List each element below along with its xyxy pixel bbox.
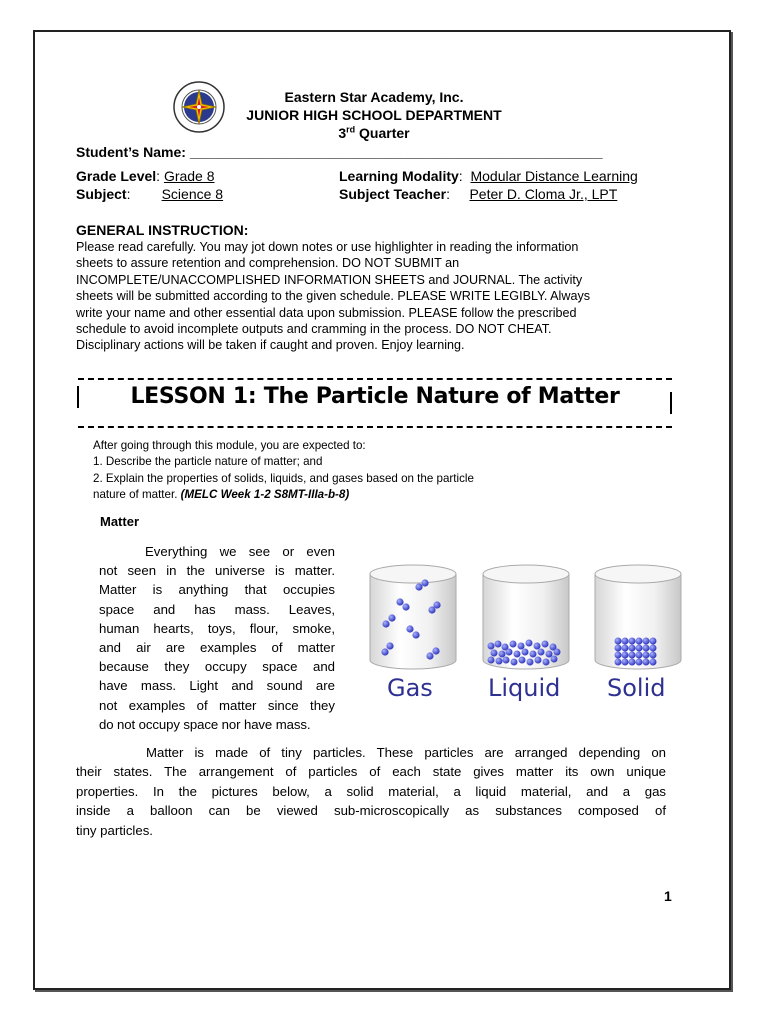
paragraph-line: their states. The arrangement of particles of each state gives matter its own unique: [76, 764, 666, 780]
liquid-beaker-icon: [483, 565, 569, 669]
objective-item-2: 2. Explain the properties of solids, liquids, and gases based on the particle: [93, 471, 474, 485]
student-name-blank[interactable]: _____________________________________________________: [189, 144, 603, 160]
matter-line: and air are examples of matter: [99, 640, 335, 656]
paragraph-line: Matter is made of tiny particles. These particles are arranged depending on: [146, 745, 666, 760]
grade-level-field: Grade Level: Grade 8: [76, 168, 215, 184]
matter-line: Matter is anything that occupies: [99, 582, 335, 598]
grade-level-value: Grade 8: [163, 168, 215, 184]
instruction-line: schedule to avoid incomplete outputs and cramming in the process. DO NOT CHEAT.: [76, 322, 552, 337]
general-instruction-heading: GENERAL INSTRUCTION:: [76, 222, 249, 238]
instruction-line: Please read carefully. You may jot down notes or use highlighter in reading the information: [76, 240, 579, 254]
subject-teacher-field: Subject Teacher: Peter D. Cloma Jr., LPT: [339, 186, 618, 202]
learning-modality-label: Learning Modality: [339, 168, 459, 184]
department-name: JUNIOR HIGH SCHOOL DEPARTMENT: [246, 107, 502, 123]
matter-line: Everything we see or even: [145, 544, 335, 559]
states-of-matter-figure: [364, 562, 684, 676]
gas-beaker-icon: [370, 565, 456, 669]
paragraph-line: tiny particles.: [76, 822, 153, 838]
melc-code: (MELC Week 1-2 S8MT-IIIa-b-8): [180, 487, 350, 501]
instruction-line: INCOMPLETE/UNACCOMPLISHED INFORMATION SHEETS and JOURNAL. The activity: [76, 272, 583, 287]
school-name: Eastern Star Academy, Inc.: [284, 89, 464, 105]
subject-label: Subject: [76, 186, 127, 202]
subject-teacher-label: Subject Teacher: [339, 186, 447, 202]
matter-line: because they occupy space and: [99, 659, 335, 675]
subject-field: Subject: Science 8: [76, 186, 224, 202]
matter-paragraph: [99, 542, 335, 734]
solid-beaker-icon: [595, 565, 681, 669]
learning-modality-field: Learning Modality: Modular Distance Learning: [339, 168, 638, 184]
objective-item-1: 1. Describe the particle nature of matter; and: [93, 455, 323, 469]
quarter-label: [200, 124, 548, 142]
quarter-suffix: rd: [346, 124, 356, 135]
matter-line: have mass. Light and sound are: [99, 678, 335, 694]
solid-caption: Solid: [607, 674, 666, 702]
learning-modality-value: Modular Distance Learning: [470, 168, 638, 184]
instruction-line: sheets to assure retention and comprehension. DO NOT SUBMIT an: [76, 256, 460, 271]
liquid-caption: Liquid: [488, 674, 561, 702]
instruction-line: write your name and other essential data upon submission. PLEASE follow the prescribed: [76, 305, 577, 320]
gas-caption: Gas: [387, 674, 433, 702]
matter-line: not seen in the universe is matter.: [99, 563, 335, 579]
grade-level-label: Grade Level: [76, 168, 157, 184]
paragraph-line: inside a balloon can be viewed sub-microscopically as substances composed of: [76, 803, 666, 819]
instruction-line: sheets will be submitted according to the given schedule. PLEASE WRITE LEGIBLY. Always: [76, 289, 591, 304]
instruction-line: Disciplinary actions will be taken if caught and proven. Enjoy learning.: [76, 338, 465, 353]
matter-line: human hearts, toys, flour, smoke,: [99, 620, 335, 636]
matter-line: do not occupy space nor have mass.: [99, 716, 311, 732]
objectives-intro: After going through this module, you are expected to:: [93, 439, 366, 452]
quarter-number: 3: [338, 125, 347, 141]
matter-line: space and has mass. Leaves,: [99, 601, 335, 617]
general-instruction-text: [76, 239, 686, 354]
student-name-label: Student’s Name:: [76, 144, 186, 160]
paragraph-line: properties. In the pictures below, a solid material, a liquid material, and a gas: [76, 783, 666, 799]
quarter-word: Quarter: [355, 125, 410, 141]
subject-teacher-value: Peter D. Cloma Jr., LPT: [469, 186, 618, 202]
objective-item-2-cont: nature of matter.: [93, 487, 181, 501]
matter-line: not examples of matter since they: [99, 697, 335, 713]
matter-heading: Matter: [100, 514, 140, 529]
student-name-row: [76, 144, 603, 160]
lesson-title: LESSON 1: The Particle Nature of Matter: [130, 384, 620, 409]
objectives-block: [93, 438, 573, 503]
page-number: 1: [664, 888, 672, 904]
particles-paragraph: [76, 743, 666, 840]
subject-value: Science 8: [161, 186, 224, 202]
